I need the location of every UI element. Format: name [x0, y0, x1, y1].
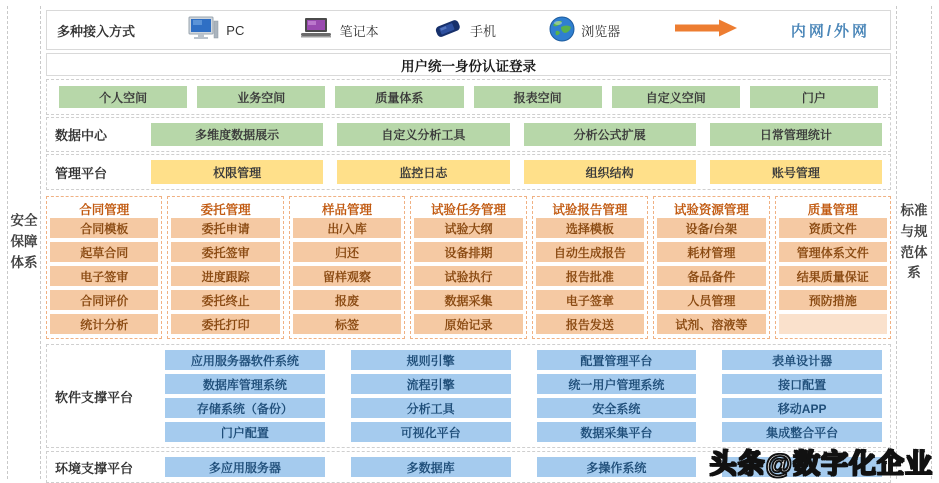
business-box: 原始记录: [414, 314, 522, 334]
business-box: 资质文件: [779, 218, 887, 238]
device-phone-label: 手机: [469, 23, 496, 39]
environment-platform-label: 环境支撑平台: [55, 460, 134, 476]
software-column: [351, 350, 511, 442]
data-center-box: 自定义分析工具: [337, 123, 509, 146]
business-box: 设备排期: [414, 242, 522, 262]
space-box: 质量体系: [335, 86, 463, 108]
software-box: 应用服务器软件系统: [165, 350, 325, 370]
device-pc-label: PC: [226, 22, 245, 38]
business-column: [653, 196, 769, 339]
management-box: 组织结构: [524, 160, 696, 184]
software-box: 门户配置: [165, 422, 325, 442]
access-methods-label: 多种接入方式: [57, 23, 136, 39]
software-box: 集成整合平台: [722, 422, 882, 442]
business-box: 合同评价: [50, 290, 158, 310]
business-column-title: 试验任务管理: [430, 202, 506, 217]
management-box: 账号管理: [710, 160, 882, 184]
business-column: [167, 196, 283, 339]
browser-icon: [549, 16, 575, 45]
device-laptop-label: 笔记本: [339, 23, 379, 39]
business-column: [775, 196, 891, 339]
business-column: [46, 196, 162, 339]
business-column: [410, 196, 526, 339]
device-phone: [432, 18, 496, 43]
software-column: [537, 350, 697, 442]
business-box: 统计分析: [50, 314, 158, 334]
business-box: 数据采集: [414, 290, 522, 310]
business-box: 试验大纲: [414, 218, 522, 238]
device-browser: [549, 16, 620, 45]
business-box: 进度跟踪: [171, 266, 279, 286]
network-label: 内网/外网: [790, 22, 870, 40]
software-box: 规则引擎: [351, 350, 511, 370]
business-box: 结果质量保证: [779, 266, 887, 286]
space-box: 自定义空间: [612, 86, 740, 108]
business-box: 标签: [293, 314, 401, 334]
business-column-title: 试验报告管理: [552, 202, 628, 217]
left-rail: [7, 6, 41, 479]
business-box: 报废: [293, 290, 401, 310]
data-center-box: 日常管理统计: [710, 123, 882, 146]
phone-icon: [432, 18, 464, 43]
business-box: 备品备件: [657, 266, 765, 286]
business-column-title: 委托管理: [200, 202, 251, 217]
business-box: 设备/台架: [657, 218, 765, 238]
business-box: 归还: [293, 242, 401, 262]
business-box: 试验执行: [414, 266, 522, 286]
data-center-box: 分析公式扩展: [524, 123, 696, 146]
business-box: 委托签审: [171, 242, 279, 262]
management-box: 监控日志: [337, 160, 509, 184]
business-box: [779, 314, 887, 334]
software-box: 分析工具: [351, 398, 511, 418]
business-box: 自动生成报告: [536, 242, 644, 262]
business-box: 报告发送: [536, 314, 644, 334]
business-box: 报告批准: [536, 266, 644, 286]
business-column-items: [414, 218, 522, 334]
business-column-items: [50, 218, 158, 334]
laptop-icon: [298, 17, 334, 44]
device-browser-label: 浏览器: [581, 23, 621, 39]
business-box: 电子签章: [536, 290, 644, 310]
software-box: 配置管理平台: [537, 350, 697, 370]
right-rail: [896, 6, 932, 479]
environment-box: 多应用服务器: [165, 457, 325, 477]
business-column: [532, 196, 648, 339]
data-center-label: 数据中心: [55, 128, 108, 143]
management-items: [151, 160, 882, 184]
software-column: [722, 350, 882, 442]
main-content: [41, 0, 896, 483]
business-column: [289, 196, 405, 339]
business-box: 耗材管理: [657, 242, 765, 262]
software-box: 数据库管理系统: [165, 374, 325, 394]
business-box: 委托打印: [171, 314, 279, 334]
business-box: 选择模板: [536, 218, 644, 238]
business-box: 出/入库: [293, 218, 401, 238]
network-arrow-icon: [674, 19, 738, 42]
business-box: 电子签审: [50, 266, 158, 286]
software-box: 安全系统: [537, 398, 697, 418]
business-column-items: [536, 218, 644, 334]
business-box: 管理体系文件: [779, 242, 887, 262]
business-box: 试剂、溶液等: [657, 314, 765, 334]
space-box: 门户: [750, 86, 878, 108]
business-column-title: 合同管理: [79, 202, 130, 217]
pc-icon: [188, 16, 220, 45]
business-box: 委托终止: [171, 290, 279, 310]
software-column: [165, 350, 325, 442]
data-center-items: [151, 123, 882, 146]
management-box: 权限管理: [151, 160, 323, 184]
software-box: 接口配置: [722, 374, 882, 394]
access-row: [46, 10, 891, 50]
data-center-row: [46, 117, 891, 152]
business-box: 人员管理: [657, 290, 765, 310]
space-box: 个人空间: [59, 86, 187, 108]
business-box: 合同模板: [50, 218, 158, 238]
business-column-title: 试验资源管理: [673, 202, 749, 217]
software-box: 统一用户管理系统: [537, 374, 697, 394]
watermark: 头条@数字化企业: [709, 449, 933, 479]
software-platform-label: 软件支撑平台: [55, 389, 134, 405]
software-box: 可视化平台: [351, 422, 511, 442]
software-box: 移动APP: [722, 398, 882, 418]
left-rail-label: 安全保障体系: [10, 213, 38, 270]
management-label: 管理平台: [55, 165, 108, 181]
auth-banner: 用户统一身份认证登录: [46, 53, 891, 76]
business-modules: [46, 196, 891, 339]
software-platform-columns: [165, 350, 882, 442]
device-pc: [188, 16, 244, 45]
device-laptop: [298, 17, 379, 44]
spaces-row: [46, 79, 891, 115]
environment-box: 多数据库: [351, 457, 511, 477]
management-row: [46, 154, 891, 190]
business-column-items: [779, 218, 887, 334]
space-box: 业务空间: [197, 86, 325, 108]
software-platform: [46, 344, 891, 448]
business-box: 起草合同: [50, 242, 158, 262]
business-column-title: 质量管理: [807, 202, 858, 217]
business-column-items: [293, 218, 401, 334]
space-box: 报表空间: [474, 86, 602, 108]
business-box: 留样观察: [293, 266, 401, 286]
business-box: 委托申请: [171, 218, 279, 238]
business-column-items: [657, 218, 765, 334]
right-rail-label: 标准与规范体系: [900, 202, 928, 281]
environment-box: 多操作系统: [537, 457, 697, 477]
business-box: 预防措施: [779, 290, 887, 310]
business-column-title: 样品管理: [322, 202, 373, 217]
software-box: 流程引擎: [351, 374, 511, 394]
software-box: 存储系统（备份）: [165, 398, 325, 418]
software-box: 数据采集平台: [537, 422, 697, 442]
data-center-box: 多维度数据展示: [151, 123, 323, 146]
business-column-items: [171, 218, 279, 334]
software-box: 表单设计器: [722, 350, 882, 370]
